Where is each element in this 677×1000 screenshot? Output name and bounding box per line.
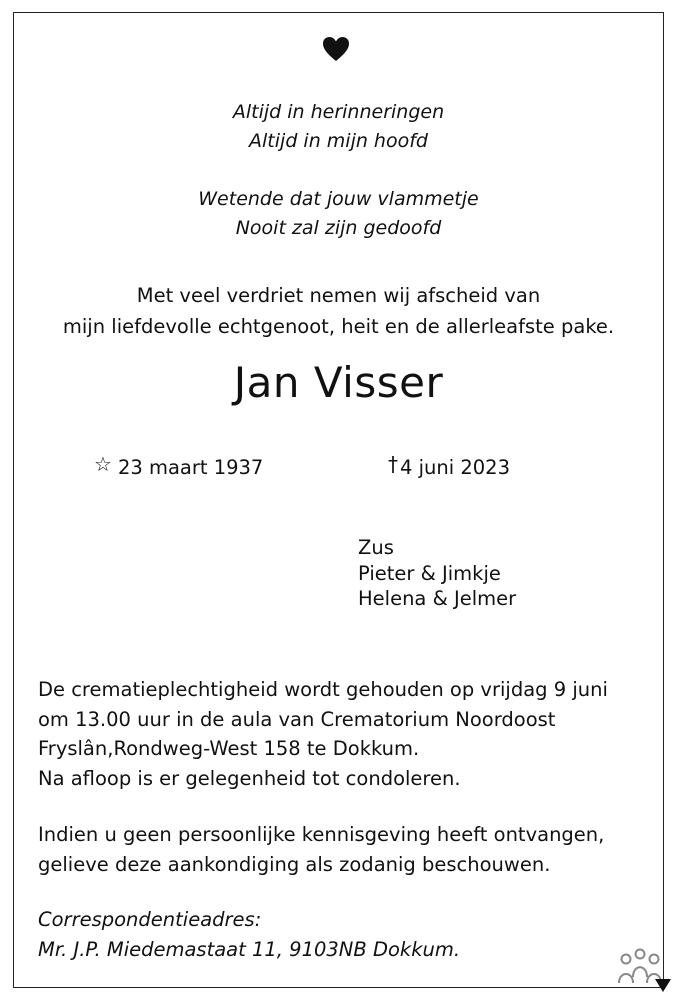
death-date-text: 4 juni 2023 [400,456,510,479]
poem-line: Altijd in herinneringen [232,101,445,123]
poem-stanza-1 [0,98,677,156]
ceremony-line: om 13.00 uur in de aula van Crematorium Noordoost [38,707,556,731]
poem-line: Altijd in mijn hoofd [249,130,428,152]
ceremony-details [38,675,658,793]
family-member: Zus [358,536,394,559]
family-member: Pieter & Jimkje [358,561,501,585]
birth-date [94,452,263,483]
notification-notice [38,820,658,879]
death-date [388,452,510,483]
poem-line: Wetende dat jouw vlammetje [198,188,479,210]
deceased-name: Jan Visser [233,358,444,407]
correspondence-address [38,905,658,964]
down-arrow-icon[interactable] [654,976,672,994]
notice-line: Indien u geen persoonlijke kennisgeving heeft ontvangen, [38,823,605,846]
ceremony-line: Na afloop is er gelegenheid tot condoleren. [38,766,461,790]
intro-line: Met veel verdriet nemen wij afscheid van [136,284,541,307]
heart-icon [322,36,350,62]
cross-icon: † [388,452,398,476]
correspondence-label: Correspondentieadres: [38,908,262,931]
correspondence-line: Mr. J.P. Miedemastaat 11, 9103NB Dokkum. [38,937,461,961]
ceremony-line: Fryslân,Rondweg-West 158 te Dokkum. [38,737,420,760]
intro-line: mijn liefdevolle echtgenoot, heit en de allerleafste pake. [62,315,615,338]
family-member: Helena & Jelmer [358,587,517,610]
poem-line: Nooit zal zijn gedoofd [235,217,442,239]
notice-line: gelieve deze aankondiging als zodanig beschouwen. [38,852,551,876]
ceremony-line: De crematieplechtigheid wordt gehouden op vrijdag 9 juni [38,678,608,701]
poem-stanza-2 [0,185,677,243]
star-icon: ☆ [94,452,112,476]
birth-date-text: 23 maart 1937 [117,456,264,479]
intro-text [0,280,677,342]
family-list [358,535,516,612]
